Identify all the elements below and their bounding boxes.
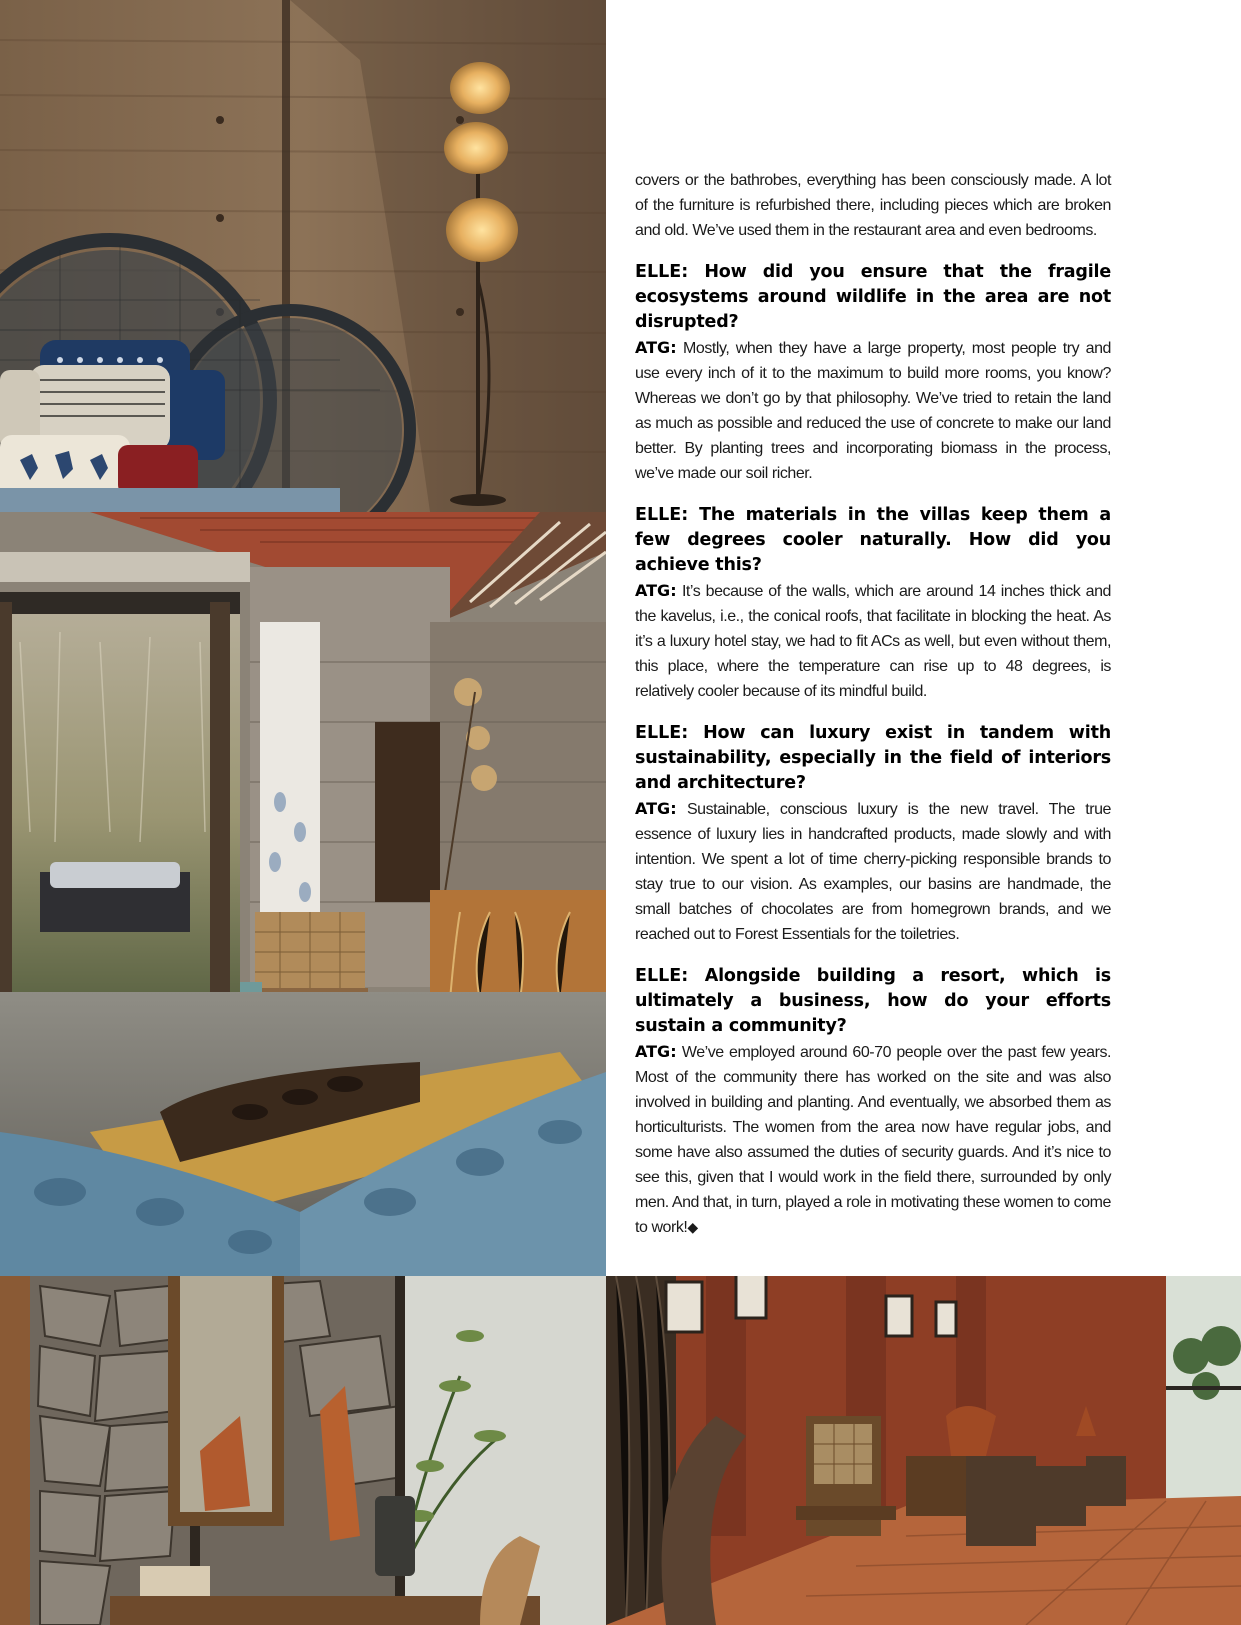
qa-block bbox=[635, 721, 1111, 947]
qa-block bbox=[635, 503, 1111, 704]
qa-block bbox=[635, 260, 1111, 486]
answer-text: Sustainable, conscious luxury is the new travel. The true essence of luxury lies in handcrafted products, made slowly and with intention. We spent a lot of time cherry-picking responsible brands to stay true to our vision. As examples, our basins are handmade, the small batches of chocolates are from homegrown brands, and we reached out to Forest Essentials for the toiletries. bbox=[635, 801, 1112, 943]
answer-speaker: ATG: bbox=[635, 581, 677, 600]
question-text: Alongside building a resort, which is ultimately a business, how do your efforts sustain a community? bbox=[635, 966, 1111, 1036]
stone-wall-interior-photo bbox=[0, 1276, 606, 1625]
question bbox=[635, 503, 1111, 578]
intro-paragraph: covers or the bathrobes, everything has been consciously made. A lot of the furniture is refurbished there, including pieces which are broken and old. We’ve used them in the restaurant area and even bedrooms. bbox=[635, 172, 1111, 239]
answer bbox=[635, 1039, 1111, 1240]
question-speaker: ELLE: bbox=[635, 262, 689, 282]
question-speaker: ELLE: bbox=[635, 723, 689, 743]
answer-text: We’ve employed around 60-70 people over the past few years. Most of the community there has worked on the site and was also involved in building and planting. And eventually, we absorbed them as horticulturists. The women from the area now have regular jobs, and some have also assumed the duties of security guards. And it’s nice to see this, given that I would work in the field there, surrounded by only men. And that, in turn, played a role in motivating these women to come to work! bbox=[635, 1044, 1111, 1236]
qa-block bbox=[635, 964, 1111, 1240]
question-text: The materials in the villas keep them a few degrees cooler naturally. How did you achieve this? bbox=[635, 505, 1111, 575]
answer bbox=[635, 578, 1111, 704]
question-speaker: ELLE: bbox=[635, 966, 689, 986]
answer-text: It’s because of the walls, which are around 14 inches thick and the kavelus, i.e., the conical roofs, that facilitate in blocking the heat. As it’s a luxury hotel stay, we had to fit ACs as well, but even without them, this place, where the temperature can rise up to 48 degrees, is relatively cooler because of its mindful build. bbox=[635, 583, 1111, 700]
question bbox=[635, 721, 1111, 796]
question-text: How can luxury exist in tandem with sustainability, especially in the field of interiors and architecture? bbox=[635, 723, 1111, 793]
answer-speaker: ATG: bbox=[635, 1042, 677, 1061]
question-text: How did you ensure that the fragile ecosystems around wildlife in the area are not disrupted? bbox=[635, 262, 1111, 332]
bedroom-photo bbox=[0, 0, 606, 512]
answer-speaker: ATG: bbox=[635, 799, 677, 818]
article-text bbox=[635, 168, 1111, 1240]
answer-speaker: ATG: bbox=[635, 338, 677, 357]
answer-text: Mostly, when they have a large property, most people try and use every inch of it to the maximum to build more rooms, you know? Whereas we don’t go by that philosophy. We’ve tried to retain the land as much as possible and reduced the use of concrete to make our land better. By planting trees and incorporating biomass in the process, we’ve made our soil richer. bbox=[635, 340, 1111, 482]
living-room-photo bbox=[0, 512, 606, 1276]
question bbox=[635, 260, 1111, 335]
answer bbox=[635, 796, 1111, 947]
end-mark-icon: ◆ bbox=[687, 1219, 698, 1235]
question bbox=[635, 964, 1111, 1039]
terrace-corridor-photo bbox=[606, 1276, 1241, 1625]
question-speaker: ELLE: bbox=[635, 505, 689, 525]
answer bbox=[635, 335, 1111, 486]
